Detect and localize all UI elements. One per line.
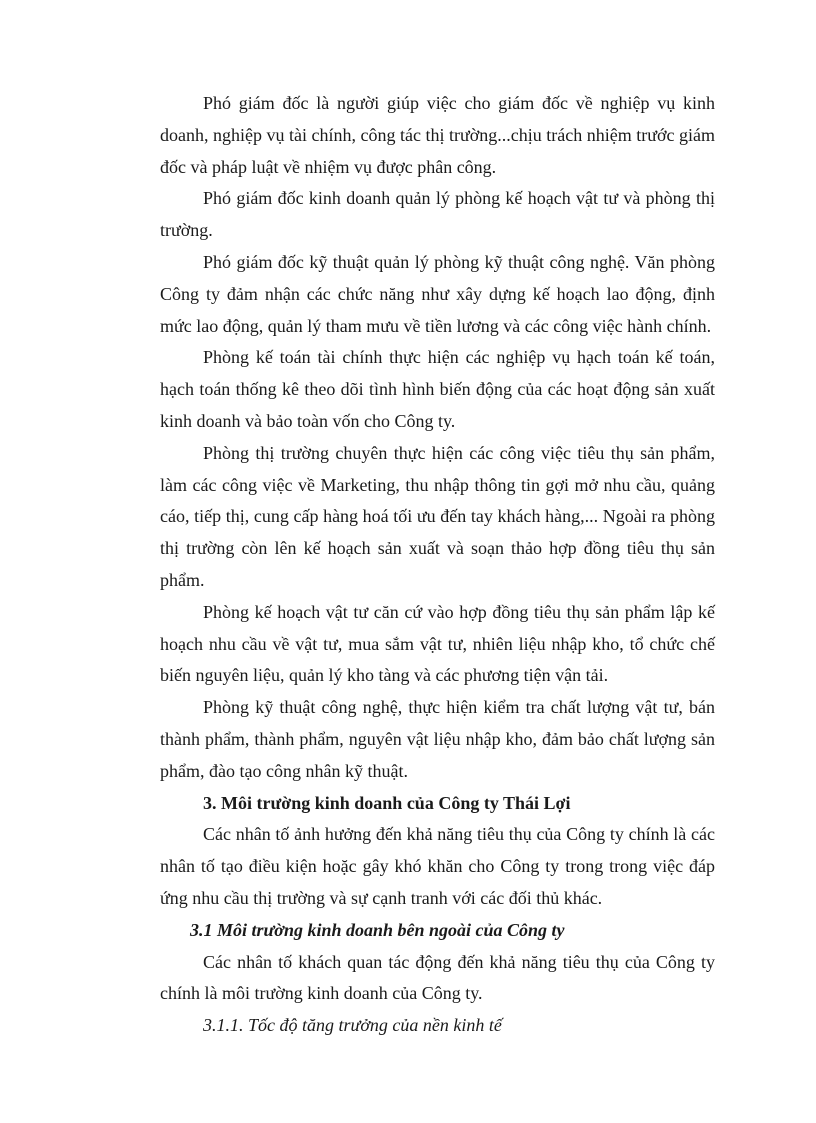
paragraph-market-dept: Phòng thị trường chuyên thực hiện các công việc tiêu thụ sản phẩm, làm các công việc về Marketing, thu nhập thông tin gợi mở nhu cầu, quảng cáo, tiếp thị, cung cấp hàng hoá tối ưu đến tay khách hàng,... Ngoài ra phòng thị trường còn lên kế hoạch sản xuất và soạn thảo hợp đồng tiêu thụ sản phẩm. (160, 442, 715, 590)
paragraph-accounting-dept: Phòng kế toán tài chính thực hiện các nghiệp vụ hạch toán kế toán, hạch toán thống kê theo dõi tình hình biến động của các hoạt động sản xuất kinh doanh và bảo toàn vốn cho Công ty. (160, 347, 715, 431)
page-body (160, 88, 715, 1042)
paragraph-deputy-director: Phó giám đốc là người giúp việc cho giám đốc về nghiệp vụ kinh doanh, nghiệp vụ tài chính, công tác thị trường...chịu trách nhiệm trước giám đốc và pháp luật về nhiệm vụ được phân công. (160, 93, 715, 177)
paragraph-business-deputy: Phó giám đốc kinh doanh quản lý phòng kế hoạch vật tư và phòng thị trường. (160, 188, 715, 241)
section-heading-3: 3. Môi trường kinh doanh của Công ty Thái Lợi (203, 792, 571, 813)
paragraph-technology-dept: Phòng kỹ thuật công nghệ, thực hiện kiểm tra chất lượng vật tư, bán thành phẩm, thành phẩm, nguyên vật liệu nhập kho, đảm bảo chất lượng sản phẩm, đào tạo công nhân kỹ thuật. (160, 697, 715, 781)
paragraph-technical-deputy: Phó giám đốc kỹ thuật quản lý phòng kỹ thuật công nghệ. Văn phòng Công ty đảm nhận các chức năng như xây dựng kế hoạch lao động, định mức lao động, quản lý tham mưu về tiền lương và các công việc hành chính. (160, 251, 715, 336)
section-heading-3-1: 3.1 Môi trường kinh doanh bên ngoài của Công ty (190, 919, 565, 940)
paragraph-planning-dept: Phòng kế hoạch vật tư căn cứ vào hợp đồng tiêu thụ sản phẩm lập kế hoạch nhu cầu về vật tư, mua sắm vật tư, nhiên liệu nhập kho, tổ chức chế biến nguyên liệu, quản lý kho tàng và các phương tiện vận tải. (160, 601, 715, 686)
paragraph-section-3-1: Các nhân tố khách quan tác động đến khả năng tiêu thụ của Công ty chính là môi trường kinh doanh của Công ty. (160, 951, 715, 1004)
paragraph-section-3: Các nhân tố ảnh hưởng đến khả năng tiêu thụ của Công ty chính là các nhân tố tạo điều kiện hoặc gây khó khăn cho Công ty trong trong việc đáp ứng nhu cầu thị trường và sự cạnh tranh với các đối thủ khác. (160, 824, 715, 908)
section-heading-3-1-1: 3.1.1. Tốc độ tăng trưởng của nền kinh tế (203, 1015, 502, 1036)
